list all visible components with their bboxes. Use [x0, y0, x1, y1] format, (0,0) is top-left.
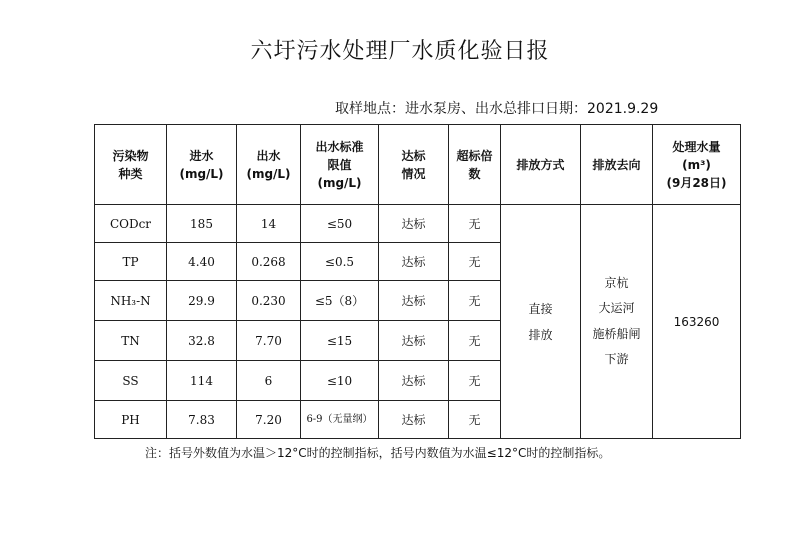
header-inflow-line1: 进水	[189, 148, 214, 163]
col-header-pollutant	[95, 125, 167, 205]
footnote: 注：括号外数值为水温＞12°C时的控制指标，括号内数值为水温≤12°C时的控制指标。	[145, 446, 611, 460]
header-volume-line1: 处理水量	[672, 139, 721, 154]
discharge-method-line2: 排放	[528, 327, 553, 342]
exceed-value: 无	[449, 401, 501, 439]
header-status-line2: 情况	[401, 166, 426, 181]
exceed-value: 无	[449, 243, 501, 281]
treated-volume: 163260	[653, 205, 741, 439]
limit-value: ≤10	[301, 361, 379, 401]
header-limit-unit: (mg/L)	[317, 175, 362, 190]
pollutant-name: PH	[95, 401, 167, 439]
discharge-dest-line4: 下游	[604, 351, 629, 366]
header-limit-line1: 出水标准	[315, 139, 364, 154]
header-exceed-line2: 数	[468, 166, 481, 181]
discharge-dest-line1: 京杭	[604, 276, 629, 291]
sampling-info: 取样地点：进水泵房、出水总排口日期：2021.9.29	[335, 101, 659, 117]
header-status-line1: 达标	[401, 148, 426, 163]
outflow-value: 0.268	[237, 243, 301, 281]
header-pollutant-line1: 污染物	[112, 148, 149, 163]
header-exceed-line1: 超标倍	[456, 148, 493, 163]
status-value: 达标	[379, 401, 449, 439]
status-value: 达标	[379, 321, 449, 361]
inflow-value: 114	[167, 361, 237, 401]
status-value: 达标	[379, 361, 449, 401]
discharge-method-cell	[501, 205, 581, 439]
limit-value: ≤5（8）	[301, 281, 379, 321]
header-pollutant-line2: 种类	[118, 166, 143, 181]
status-value: 达标	[379, 205, 449, 243]
pollutant-name: SS	[95, 361, 167, 401]
water-quality-table	[94, 124, 741, 439]
table-row	[95, 205, 741, 243]
col-header-volume	[653, 125, 741, 205]
header-outflow-unit: (mg/L)	[246, 166, 291, 181]
outflow-value: 6	[237, 361, 301, 401]
header-volume-date: (9月28日)	[666, 175, 727, 190]
outflow-value: 7.70	[237, 321, 301, 361]
header-volume-unit: (m³)	[682, 157, 711, 172]
limit-value: 6-9（无量纲）	[301, 401, 379, 439]
discharge-method-line1: 直接	[528, 301, 553, 316]
exceed-value: 无	[449, 321, 501, 361]
outflow-value: 0.230	[237, 281, 301, 321]
col-header-status	[379, 125, 449, 205]
limit-value: ≤15	[301, 321, 379, 361]
pollutant-name: TP	[95, 243, 167, 281]
report-title: 六圩污水处理厂水质化验日报	[250, 39, 550, 64]
pollutant-name: TN	[95, 321, 167, 361]
header-outflow-line1: 出水	[256, 148, 281, 163]
outflow-value: 14	[237, 205, 301, 243]
discharge-dest-cell	[581, 205, 653, 439]
col-header-limit	[301, 125, 379, 205]
inflow-value: 4.40	[167, 243, 237, 281]
inflow-value: 29.9	[167, 281, 237, 321]
exceed-value: 无	[449, 281, 501, 321]
col-header-inflow	[167, 125, 237, 205]
exceed-value: 无	[449, 361, 501, 401]
discharge-dest-line2: 大运河	[598, 301, 635, 316]
pollutant-name: NH₃-N	[95, 281, 167, 321]
inflow-value: 185	[167, 205, 237, 243]
header-row	[95, 125, 741, 205]
limit-value: ≤50	[301, 205, 379, 243]
status-value: 达标	[379, 243, 449, 281]
exceed-value: 无	[449, 205, 501, 243]
col-header-exceed	[449, 125, 501, 205]
limit-value: ≤0.5	[301, 243, 379, 281]
col-header-discharge-method: 排放方式	[501, 125, 581, 205]
col-header-outflow	[237, 125, 301, 205]
header-limit-line2: 限值	[327, 157, 352, 172]
pollutant-name: CODcr	[95, 205, 167, 243]
col-header-discharge-dest: 排放去向	[581, 125, 653, 205]
status-value: 达标	[379, 281, 449, 321]
outflow-value: 7.20	[237, 401, 301, 439]
discharge-dest-line3: 施桥船闸	[592, 326, 641, 341]
inflow-value: 32.8	[167, 321, 237, 361]
header-inflow-unit: (mg/L)	[179, 166, 224, 181]
inflow-value: 7.83	[167, 401, 237, 439]
